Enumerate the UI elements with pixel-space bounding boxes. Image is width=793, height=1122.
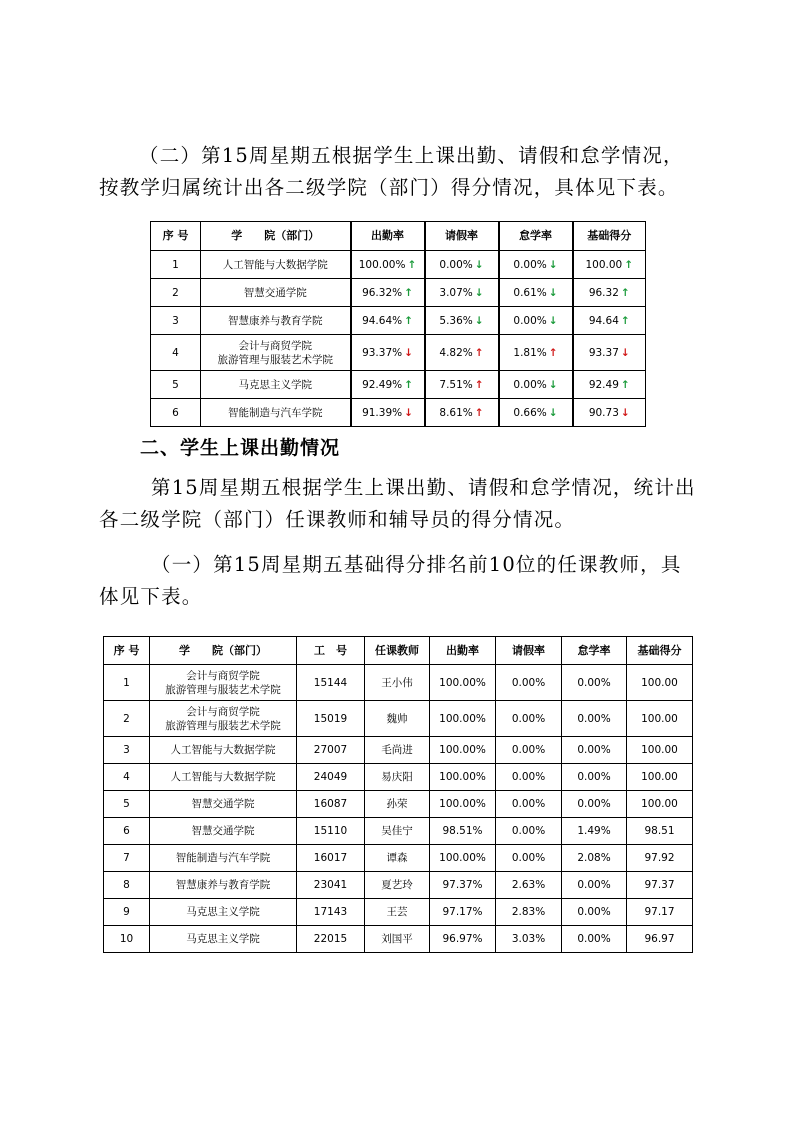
leave-cell: 0.00% bbox=[496, 665, 562, 701]
row-number-cell: 9 bbox=[104, 899, 150, 926]
college-cell bbox=[150, 818, 297, 845]
truancy-cell bbox=[499, 335, 573, 371]
arrow-up-icon: ↑ bbox=[404, 314, 413, 327]
arrow-down-icon: ↓ bbox=[548, 258, 558, 271]
row-number-cell: 4 bbox=[104, 764, 150, 791]
row-number-cell: 5 bbox=[151, 371, 201, 399]
truancy-cell: 0.00% bbox=[562, 791, 627, 818]
employee-id-cell: 15144 bbox=[297, 665, 365, 701]
score-cell-value: 94.64 bbox=[588, 314, 619, 327]
truancy-cell: 0.00% bbox=[562, 926, 627, 953]
row-number-cell: 4 bbox=[151, 335, 201, 371]
truancy-cell: 1.49% bbox=[562, 818, 627, 845]
col-header-leave: 请假率 bbox=[425, 222, 499, 251]
col-header-no: 序 号 bbox=[104, 637, 150, 665]
score-cell: 100.00 bbox=[627, 737, 693, 764]
arrow-up-icon: ↑ bbox=[548, 346, 558, 359]
college-cell bbox=[150, 872, 297, 899]
college-cell bbox=[201, 335, 351, 371]
employee-id-cell: 27007 bbox=[297, 737, 365, 764]
truancy-cell-value: 0.00% bbox=[513, 314, 547, 327]
score-cell: 97.37 bbox=[627, 872, 693, 899]
attendance-cell bbox=[351, 371, 425, 399]
truancy-cell-value: 0.66% bbox=[513, 406, 547, 419]
attendance-cell bbox=[351, 335, 425, 371]
attendance-cell-value: 92.49% bbox=[362, 378, 403, 391]
leave-cell bbox=[425, 279, 499, 307]
college-name: 旅游管理与服装艺术学院 bbox=[165, 683, 281, 696]
leave-cell-value: 5.36% bbox=[439, 314, 473, 327]
arrow-down-icon: ↓ bbox=[404, 346, 413, 359]
leave-cell: 0.00% bbox=[496, 845, 562, 872]
leave-cell-value: 4.82% bbox=[439, 346, 473, 359]
college-score-table bbox=[150, 221, 646, 427]
leave-cell: 0.00% bbox=[496, 818, 562, 845]
arrow-down-icon: ↓ bbox=[474, 314, 484, 327]
attendance-cell: 97.17% bbox=[430, 899, 496, 926]
truancy-cell-value: 1.81% bbox=[513, 346, 547, 359]
arrow-up-icon: ↑ bbox=[404, 378, 413, 391]
score-cell: 96.97 bbox=[627, 926, 693, 953]
teacher-name-cell: 王小伟 bbox=[365, 665, 430, 701]
table-row bbox=[151, 279, 646, 307]
truancy-cell: 0.00% bbox=[562, 701, 627, 737]
arrow-down-icon: ↓ bbox=[474, 258, 484, 271]
leave-cell bbox=[425, 307, 499, 335]
leave-cell-value: 0.00% bbox=[439, 258, 473, 271]
college-cell bbox=[150, 899, 297, 926]
arrow-up-icon: ↑ bbox=[407, 258, 417, 271]
attendance-cell: 100.00% bbox=[430, 791, 496, 818]
table-row bbox=[151, 307, 646, 335]
college-cell bbox=[150, 665, 297, 701]
college-name: 智能制造与汽车学院 bbox=[175, 852, 271, 864]
arrow-up-icon: ↑ bbox=[474, 378, 484, 391]
score-cell bbox=[573, 279, 646, 307]
college-cell bbox=[150, 764, 297, 791]
table-row bbox=[104, 764, 693, 791]
score-cell bbox=[573, 335, 646, 371]
employee-id-cell: 16087 bbox=[297, 791, 365, 818]
score-cell bbox=[573, 307, 646, 335]
attendance-cell: 100.00% bbox=[430, 764, 496, 791]
college-cell bbox=[150, 845, 297, 872]
college-name: 会计与商贸学院 bbox=[238, 339, 312, 352]
arrow-down-icon: ↓ bbox=[548, 314, 558, 327]
row-number-cell: 10 bbox=[104, 926, 150, 953]
col-header-id: 工 号 bbox=[297, 637, 365, 665]
section-heading: 二、学生上课出勤情况 bbox=[140, 437, 341, 459]
section-intro-paragraph: （二）第15周星期五根据学生上课出勤、请假和怠学情况，按教学归属统计出各二级学院（部门）得分情况，具体见下表。 bbox=[99, 144, 684, 199]
row-number-cell: 7 bbox=[104, 845, 150, 872]
row-number-cell: 5 bbox=[104, 791, 150, 818]
arrow-down-icon: ↓ bbox=[620, 406, 630, 419]
arrow-up-icon: ↑ bbox=[620, 378, 630, 391]
teacher-name-cell: 魏帅 bbox=[365, 701, 430, 737]
attendance-cell: 98.51% bbox=[430, 818, 496, 845]
leave-cell: 3.03% bbox=[496, 926, 562, 953]
leave-cell: 0.00% bbox=[496, 764, 562, 791]
ranking-intro-paragraph: （一）第15周星期五基础得分排名前10位的任课教师，具体见下表。 bbox=[99, 553, 682, 608]
table-header-row bbox=[104, 637, 693, 665]
attendance-cell: 100.00% bbox=[430, 665, 496, 701]
leave-cell: 2.63% bbox=[496, 872, 562, 899]
table-row bbox=[104, 737, 693, 764]
row-number-cell: 3 bbox=[104, 737, 150, 764]
leave-cell-value: 3.07% bbox=[439, 286, 473, 299]
score-cell-value: 96.32 bbox=[588, 286, 619, 299]
attendance-cell-value: 93.37% bbox=[362, 346, 403, 359]
row-number-cell: 2 bbox=[104, 701, 150, 737]
attendance-cell: 100.00% bbox=[430, 701, 496, 737]
leave-cell bbox=[425, 399, 499, 427]
score-cell: 100.00 bbox=[627, 791, 693, 818]
col-header-college: 学 院（部门） bbox=[201, 222, 351, 251]
truancy-cell: 0.00% bbox=[562, 899, 627, 926]
truancy-cell-value: 0.00% bbox=[513, 378, 547, 391]
leave-cell: 2.83% bbox=[496, 899, 562, 926]
arrow-up-icon: ↑ bbox=[474, 346, 484, 359]
college-cell bbox=[150, 701, 297, 737]
attendance-cell bbox=[351, 307, 425, 335]
teacher-name-cell: 刘国平 bbox=[365, 926, 430, 953]
attendance-cell: 97.37% bbox=[430, 872, 496, 899]
teacher-name-cell: 吴佳宁 bbox=[365, 818, 430, 845]
truancy-cell: 0.00% bbox=[562, 872, 627, 899]
college-cell bbox=[201, 307, 351, 335]
college-cell bbox=[150, 791, 297, 818]
college-cell bbox=[201, 399, 351, 427]
arrow-down-icon: ↓ bbox=[404, 406, 413, 419]
college-name: 智慧交通学院 bbox=[191, 798, 255, 810]
college-name: 智慧交通学院 bbox=[243, 286, 307, 299]
truancy-cell: 0.00% bbox=[562, 737, 627, 764]
college-name: 人工智能与大数据学院 bbox=[170, 744, 276, 756]
attendance-cell-value: 100.00% bbox=[358, 258, 406, 271]
truancy-cell bbox=[499, 279, 573, 307]
truancy-cell: 0.00% bbox=[562, 764, 627, 791]
row-number-cell: 3 bbox=[151, 307, 201, 335]
arrow-up-icon: ↑ bbox=[474, 406, 484, 419]
col-header-teacher: 任课教师 bbox=[365, 637, 430, 665]
arrow-up-icon: ↑ bbox=[624, 258, 634, 271]
table-row bbox=[104, 926, 693, 953]
teacher-name-cell: 毛尚进 bbox=[365, 737, 430, 764]
college-cell bbox=[201, 371, 351, 399]
score-cell: 97.92 bbox=[627, 845, 693, 872]
leave-cell: 0.00% bbox=[496, 737, 562, 764]
score-cell bbox=[573, 251, 646, 279]
score-cell: 100.00 bbox=[627, 764, 693, 791]
attendance-cell-value: 91.39% bbox=[362, 406, 403, 419]
college-name: 旅游管理与服装艺术学院 bbox=[165, 719, 281, 732]
arrow-down-icon: ↓ bbox=[620, 346, 630, 359]
college-name: 人工智能与大数据学院 bbox=[170, 771, 276, 783]
col-header-attendance: 出勤率 bbox=[430, 637, 496, 665]
attendance-cell: 100.00% bbox=[430, 737, 496, 764]
college-cell bbox=[201, 251, 351, 279]
attendance-cell-value: 94.64% bbox=[362, 314, 403, 327]
college-name: 人工智能与大数据学院 bbox=[222, 258, 328, 271]
row-number-cell: 6 bbox=[104, 818, 150, 845]
leave-cell-value: 8.61% bbox=[439, 406, 473, 419]
row-number-cell: 2 bbox=[151, 279, 201, 307]
teacher-name-cell: 谭森 bbox=[365, 845, 430, 872]
college-name: 智慧康养与教育学院 bbox=[175, 879, 271, 891]
college-cell bbox=[201, 279, 351, 307]
attendance-cell: 96.97% bbox=[430, 926, 496, 953]
college-cell bbox=[150, 737, 297, 764]
employee-id-cell: 22015 bbox=[297, 926, 365, 953]
employee-id-cell: 15110 bbox=[297, 818, 365, 845]
teacher-ranking-table bbox=[103, 636, 693, 953]
arrow-down-icon: ↓ bbox=[474, 286, 484, 299]
attendance-cell-value: 96.32% bbox=[362, 286, 403, 299]
table-row bbox=[151, 251, 646, 279]
table-row bbox=[104, 701, 693, 737]
table-header-row bbox=[151, 222, 646, 251]
leave-cell bbox=[425, 335, 499, 371]
teacher-name-cell: 孙荣 bbox=[365, 791, 430, 818]
table-row bbox=[151, 335, 646, 371]
arrow-down-icon: ↓ bbox=[548, 406, 558, 419]
college-name: 智能制造与汽车学院 bbox=[228, 406, 323, 419]
employee-id-cell: 16017 bbox=[297, 845, 365, 872]
college-name: 马克思主义学院 bbox=[186, 906, 260, 918]
col-header-score: 基础得分 bbox=[573, 222, 646, 251]
score-cell: 100.00 bbox=[627, 701, 693, 737]
col-header-truancy: 怠学率 bbox=[499, 222, 573, 251]
truancy-cell: 0.00% bbox=[562, 665, 627, 701]
teacher-name-cell: 易庆阳 bbox=[365, 764, 430, 791]
arrow-down-icon: ↓ bbox=[548, 286, 558, 299]
score-cell-value: 93.37 bbox=[588, 346, 619, 359]
row-number-cell: 8 bbox=[104, 872, 150, 899]
col-header-leave: 请假率 bbox=[496, 637, 562, 665]
table-row bbox=[104, 872, 693, 899]
college-name: 马克思主义学院 bbox=[238, 378, 312, 391]
score-cell-value: 92.49 bbox=[588, 378, 619, 391]
score-cell-value: 90.73 bbox=[588, 406, 619, 419]
row-number-cell: 1 bbox=[151, 251, 201, 279]
employee-id-cell: 23041 bbox=[297, 872, 365, 899]
teacher-name-cell: 夏艺玲 bbox=[365, 872, 430, 899]
score-cell bbox=[573, 371, 646, 399]
attendance-cell bbox=[351, 251, 425, 279]
arrow-up-icon: ↑ bbox=[620, 314, 630, 327]
college-name: 马克思主义学院 bbox=[186, 933, 260, 945]
employee-id-cell: 24049 bbox=[297, 764, 365, 791]
truancy-cell bbox=[499, 399, 573, 427]
table-row bbox=[104, 791, 693, 818]
attendance-paragraph: 第15周星期五根据学生上课出勤、请假和怠学情况，统计出各二级学院（部门）任课教师和辅导员的得分情况。 bbox=[99, 476, 696, 531]
score-cell: 98.51 bbox=[627, 818, 693, 845]
col-header-college: 学 院（部门） bbox=[150, 637, 297, 665]
college-name: 旅游管理与服装艺术学院 bbox=[217, 353, 333, 366]
college-cell bbox=[150, 926, 297, 953]
attendance-cell: 100.00% bbox=[430, 845, 496, 872]
attendance-cell bbox=[351, 279, 425, 307]
truancy-cell bbox=[499, 307, 573, 335]
arrow-up-icon: ↑ bbox=[620, 286, 630, 299]
table-row bbox=[104, 818, 693, 845]
row-number-cell: 6 bbox=[151, 399, 201, 427]
col-header-attendance: 出勤率 bbox=[351, 222, 425, 251]
leave-cell bbox=[425, 251, 499, 279]
table-row bbox=[151, 399, 646, 427]
truancy-cell bbox=[499, 371, 573, 399]
col-header-no: 序 号 bbox=[151, 222, 201, 251]
college-name: 会计与商贸学院 bbox=[186, 705, 260, 718]
table-row bbox=[151, 371, 646, 399]
truancy-cell bbox=[499, 251, 573, 279]
college-name: 会计与商贸学院 bbox=[186, 669, 260, 682]
truancy-cell-value: 0.61% bbox=[513, 286, 547, 299]
col-header-truancy: 怠学率 bbox=[562, 637, 627, 665]
leave-cell: 0.00% bbox=[496, 791, 562, 818]
score-cell: 97.17 bbox=[627, 899, 693, 926]
score-cell-value: 100.00 bbox=[585, 258, 623, 271]
employee-id-cell: 17143 bbox=[297, 899, 365, 926]
table-row bbox=[104, 899, 693, 926]
leave-cell bbox=[425, 371, 499, 399]
attendance-cell bbox=[351, 399, 425, 427]
col-header-score: 基础得分 bbox=[627, 637, 693, 665]
row-number-cell: 1 bbox=[104, 665, 150, 701]
score-cell bbox=[573, 399, 646, 427]
truancy-cell: 2.08% bbox=[562, 845, 627, 872]
truancy-cell-value: 0.00% bbox=[513, 258, 547, 271]
college-name: 智慧康养与教育学院 bbox=[228, 314, 323, 327]
table-row bbox=[104, 845, 693, 872]
arrow-down-icon: ↓ bbox=[548, 378, 558, 391]
leave-cell-value: 7.51% bbox=[439, 378, 473, 391]
college-name: 智慧交通学院 bbox=[191, 825, 255, 837]
employee-id-cell: 15019 bbox=[297, 701, 365, 737]
table-row bbox=[104, 665, 693, 701]
score-cell: 100.00 bbox=[627, 665, 693, 701]
teacher-name-cell: 王芸 bbox=[365, 899, 430, 926]
arrow-up-icon: ↑ bbox=[404, 286, 413, 299]
leave-cell: 0.00% bbox=[496, 701, 562, 737]
